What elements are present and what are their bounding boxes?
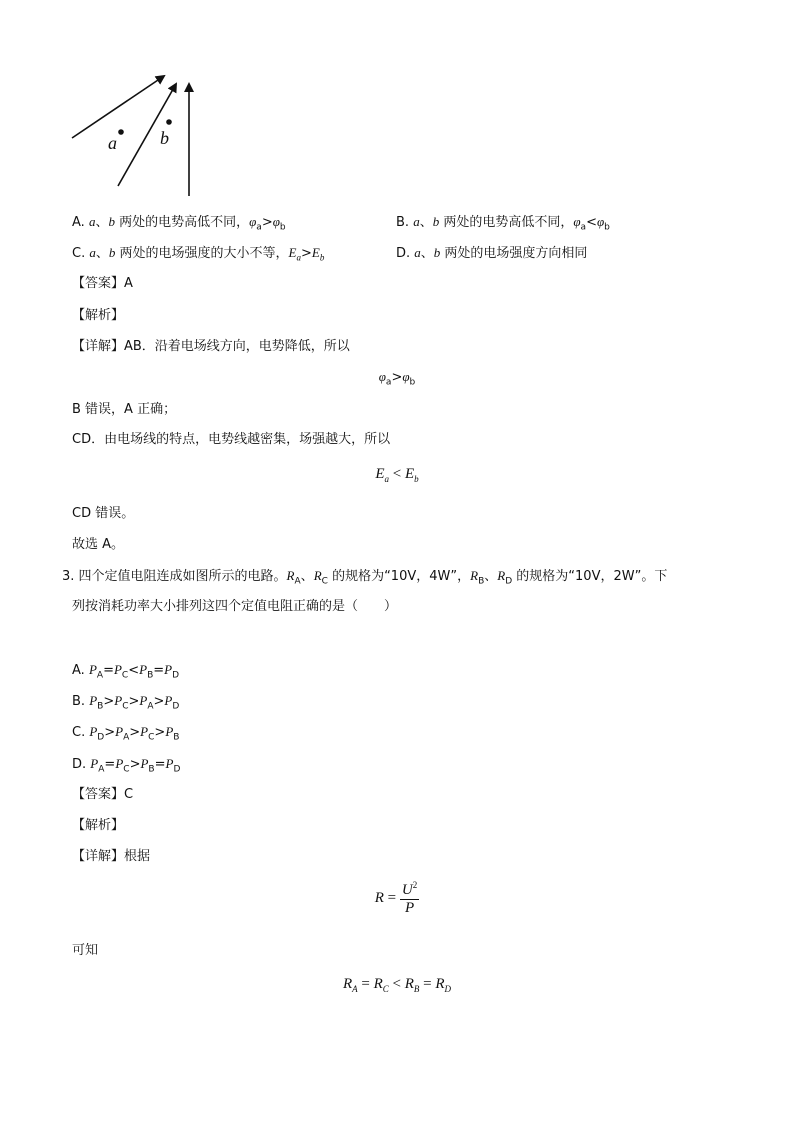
q2-analysis: 【解析】: [72, 308, 125, 323]
q3-option-b: B. $P_B>P_C>P_A>P_D$: [72, 693, 180, 712]
point-b-label: b: [160, 128, 169, 148]
point-b-dot: [166, 119, 172, 125]
q3-equation-resistance-compare: $R_A = R_C < R_B = R_D$: [342, 976, 452, 994]
q2-line-cd-wrong: CD 错误。: [72, 506, 135, 521]
q3-option-a: A. $P_A=P_C<P_B=P_D$: [72, 662, 180, 681]
q2-option-a: A. a、b 两处的电势高低不同，$\varphi_a>\varphi_b$: [72, 214, 286, 233]
q2-option-d: D. a、b 两处的电场强度方向相同: [396, 245, 588, 261]
electric-field-figure: [60, 68, 220, 200]
q2-option-c: C. a、b 两处的电场强度的大小不等，$E_a>E_b$: [72, 245, 325, 263]
q2-detail: 【详解】AB．沿着电场线方向，电势降低，所以: [72, 339, 350, 354]
q3-option-d: D. $P_A=P_C>P_B=P_D$: [72, 756, 181, 775]
q2-option-b: B. a、b 两处的电势高低不同，$\varphi_a<\varphi_b$: [396, 214, 610, 233]
q2-line-cd: CD．由电场线的特点，电势线越密集，场强越大，所以: [72, 432, 391, 447]
q3-answer: 【答案】C: [72, 787, 134, 802]
q3-stem-line1: 3. 四个定值电阻连成如图所示的电路。$R_A$、$R_C$ 的规格为“10V，4W”，$R_B$、$R_D$ 的规格为“10V，2W”。下: [62, 568, 668, 587]
q2-equation-field: $E_a < E_b$: [375, 466, 419, 484]
q3-equation-resistance-formula: R = $\frac{U^2}{P}$: [374, 880, 418, 916]
q2-choose: 故选 A。: [72, 537, 125, 552]
q3-analysis: 【解析】: [72, 818, 125, 833]
point-a-label: a: [108, 133, 117, 153]
q3-kezhi: 可知: [72, 943, 99, 958]
q3-stem-line2: 列按消耗功率大小排列这四个定值电阻正确的是（ ）: [72, 599, 398, 614]
q3-detail: 【详解】根据: [72, 849, 151, 864]
q2-answer: 【答案】A: [72, 276, 133, 291]
point-a-dot: [118, 129, 124, 135]
q3-option-c: C. $P_D>P_A>P_C>P_B$: [72, 724, 180, 743]
fraction: $\frac{U^2}{P}$: [401, 880, 418, 916]
q2-equation-potential: $\varphi_a>\varphi_b$: [378, 369, 416, 388]
q2-line-b: B 错误，A 正确；: [72, 402, 177, 417]
